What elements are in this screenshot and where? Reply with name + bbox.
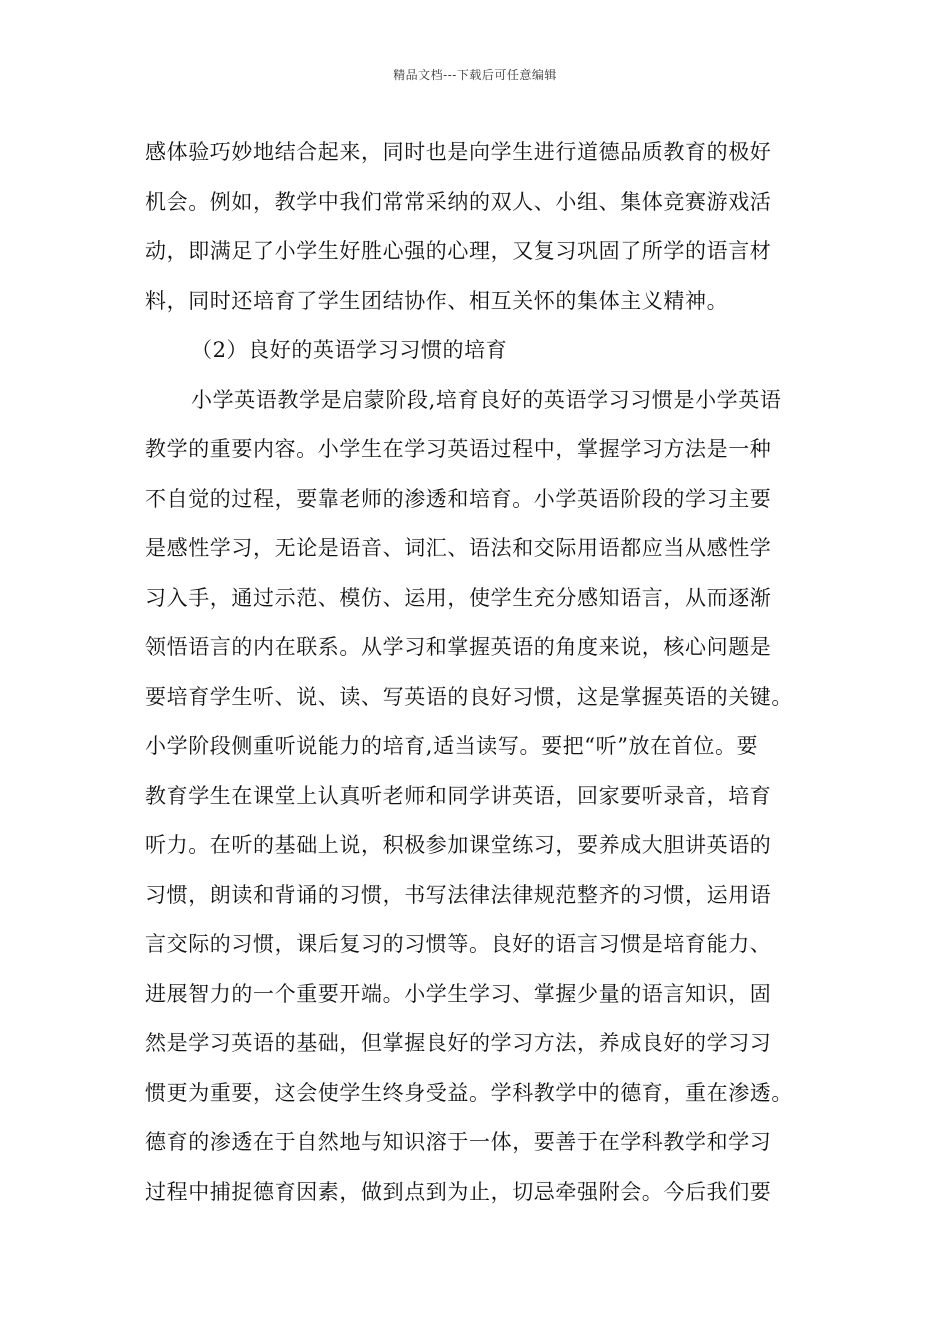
text-line: 德育的渗透在于自然地与知识溶于一体，要善于在学科教学和学习 <box>145 1130 772 1154</box>
section-heading: （2）良好的英语学习习惯的培育 <box>191 338 508 362</box>
document-body <box>145 128 825 1217</box>
text-line: 教育学生在课堂上认真听老师和同学讲英语，回家要听录音，培育 <box>145 783 772 808</box>
text-line: 料，同时还培育了学生团结协作、相互关怀的集体主义精神。 <box>145 288 729 313</box>
text-line: 听力。在听的基础上说，积极参加课堂练习，要养成大胆讲英语的 <box>145 833 772 857</box>
text-line: 动，即满足了小学生好胜心强的心理，又复习巩固了所学的语言材 <box>145 239 772 263</box>
paragraph-first-line: 小学英语教学是启蒙阶段,培育良好的英语学习习惯是小学英语 <box>191 387 782 412</box>
text-line: 惯更为重要，这会使学生终身受益。学科教学中的德育，重在渗透。 <box>145 1080 793 1105</box>
text-line: 然是学习英语的基础，但掌握良好的学习方法，养成良好的学习习 <box>145 1031 772 1055</box>
text-line: 习惯，朗读和背诵的习惯，书写法律法律规范整齐的习惯，运用语 <box>145 882 772 907</box>
text-line: 言交际的习惯，课后复习的习惯等。良好的语言习惯是培育能力、 <box>145 932 772 956</box>
text-line: 习入手，通过示范、模仿、运用，使学生充分感知语言，从而逐渐 <box>145 585 772 610</box>
text-line: 进展智力的一个重要开端。小学生学习、掌握少量的语言知识，固 <box>145 981 772 1006</box>
text-line: 过程中捕捉德育因素，做到点到为止，切忌牵强附会。今后我们要 <box>145 1179 772 1204</box>
text-line: 机会。例如，教学中我们常常采纳的双人、小组、集体竞赛游戏活 <box>145 189 772 214</box>
text-line: 要培育学生听、说、读、写英语的良好习惯，这是掌握英语的关键。 <box>145 684 793 709</box>
page-header: 精品文档---下载后可任意编辑 <box>393 68 557 82</box>
text-line: 小学阶段侧重听说能力的培育,适当读写。要把“听”放在首位。要 <box>145 734 759 758</box>
text-line: 教学的重要内容。小学生在学习英语过程中，掌握学习方法是一种 <box>145 437 772 461</box>
text-line: 感体验巧妙地结合起来，同时也是向学生进行道德品质教育的极好 <box>145 140 772 164</box>
text-line: 领悟语言的内在联系。从学习和掌握英语的角度来说，核心问题是 <box>145 635 772 659</box>
text-line: 不自觉的过程，要靠老师的渗透和培育。小学英语阶段的学习主要 <box>145 486 772 511</box>
text-line: 是感性学习，无论是语音、词汇、语法和交际用语都应当从感性学 <box>145 536 772 560</box>
